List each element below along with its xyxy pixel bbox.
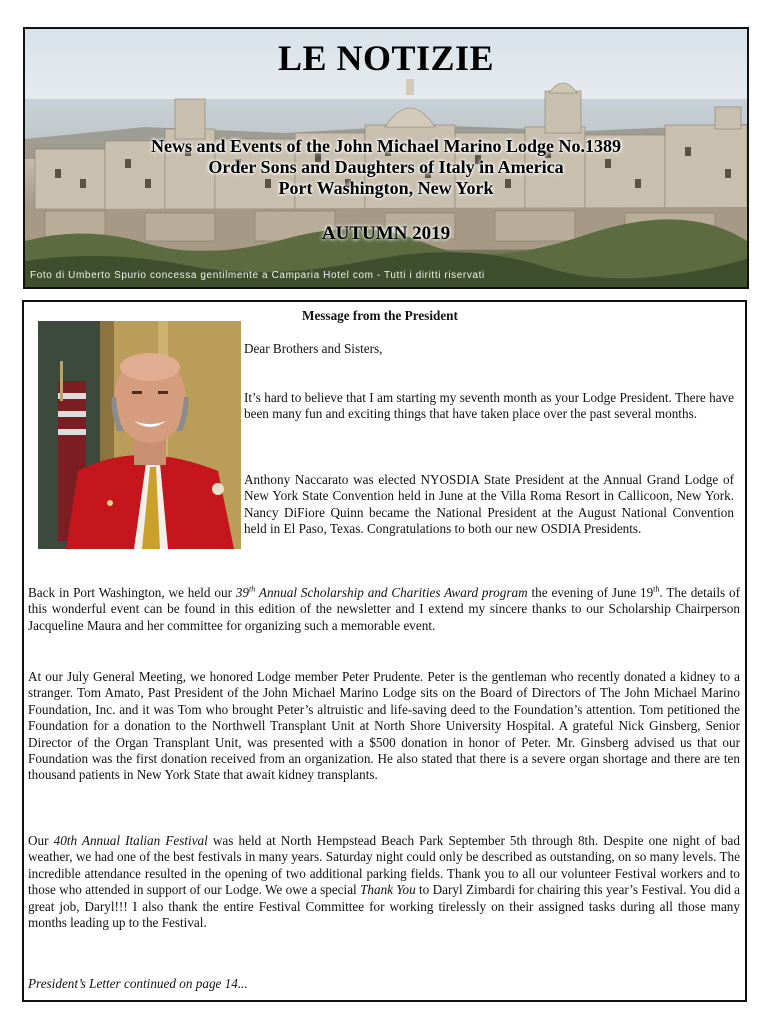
lodge-name-line: News and Events of the John Michael Marino Lodge No.1389 — [150, 136, 621, 156]
photo-credit: Foto di Umberto Spurio concessa gentilmente a Camparia Hotel com - Tutti i diritti riservati — [30, 270, 485, 281]
paragraph-scholarship — [28, 585, 740, 634]
paragraph-kidney-donation: At our July General Meeting, we honored Lodge member Peter Prudente. Peter is the gentleman who recently donated a kidney to a stranger. Tom Amato, Past President of the John Michael Marino Lodge sits on the Board of Directors of The John Michael Marino Foundation, Inc. and it was Tom who brought Peter’s altruistic and life-saving deed to the Foundation’s attention. Tom petitioned the Foundation for a donation to the Northwell Transplant Unit at North Shore University Hospital. A grateful Nick Ginsberg, Senior Director of the Organ Transplant Unit, was presented with a $500 donation in honor of Peter. Mr. Ginsberg advised us that our Foundation was the first donation received from an organization. He also stated that there is a severe organ shortage and there are ten thousand patients in New York State that await kidney transplants. — [28, 669, 740, 783]
scholarship-text-b: the evening of June 19 — [527, 585, 654, 600]
president-portrait — [38, 321, 241, 549]
scholarship-text-a: Back in Port Washington, we held our — [28, 585, 236, 600]
thank-you-emphasis: Thank You — [360, 882, 416, 898]
event-name: Annual Scholarship and Charities Award program — [255, 585, 528, 600]
ordinal-suffix: th — [249, 584, 256, 594]
date-ordinal-suffix: th — [653, 584, 660, 594]
scholarship-text-c: . The details of this wonderful event can be found in this edition of the newsletter and I extend my sincere thanks to our Scholarship Chairperson Jacqueline Maura and her committee for organizing such a memorable event. — [28, 585, 740, 633]
festival-text-b: was held at North Hempstead Beach Park September 5th through 8th. Despite one night of bad weather, we had one of the best festivals in many years. Saturday night could only be described as outstanding, on so many levels. The incredible attendance resulted in the opening of two additional parking fields. Thank you to all our volunteer Festival workers and to those who attended in support of our Lodge. We owe a special — [28, 833, 740, 898]
season-label: AUTUMN 2019 — [321, 223, 451, 244]
article-heading: Message from the President — [302, 308, 458, 323]
paragraph-intro: It’s hard to believe that I am starting my seventh month as your Lodge President. There have been many fun and exciting things that have taken place over the past several months. — [244, 390, 734, 422]
scholarship-anniversary — [236, 585, 528, 600]
greeting: Dear Brothers and Sisters, — [244, 341, 383, 356]
paragraph-festival — [28, 833, 740, 931]
anniversary-number: 39 — [235, 585, 250, 600]
president-message-box — [22, 300, 747, 1002]
masthead-banner — [23, 27, 749, 289]
newsletter-title: LE NOTIZIE — [277, 38, 495, 78]
festival-name: 40th Annual Italian Festival — [53, 833, 208, 848]
festival-text-a: Our — [28, 833, 54, 848]
location-line: Port Washington, New York — [278, 178, 494, 198]
order-name-line: Order Sons and Daughters of Italy in America — [208, 157, 564, 177]
portrait-illustration — [38, 321, 241, 549]
festival-text-c: to Daryl Zimbardi for chairing this year’s Festival. You did a great job, Daryl!!! I also thank the entire Festival Committee for working tirelessly on their assigned tasks during all those many months leading up to the Festival. — [28, 882, 741, 931]
continued-note: President’s Letter continued on page 14... — [28, 976, 248, 991]
paragraph-elections: Anthony Naccarato was elected NYOSDIA State President at the Annual Grand Lodge of New York State Convention held in June at the Villa Roma Resort in Callicoon, New York. Nancy DiFiore Quinn became the National President at the August National Convention held in El Paso, Texas. Congratulations to both our new OSDIA Presidents. — [244, 472, 734, 537]
